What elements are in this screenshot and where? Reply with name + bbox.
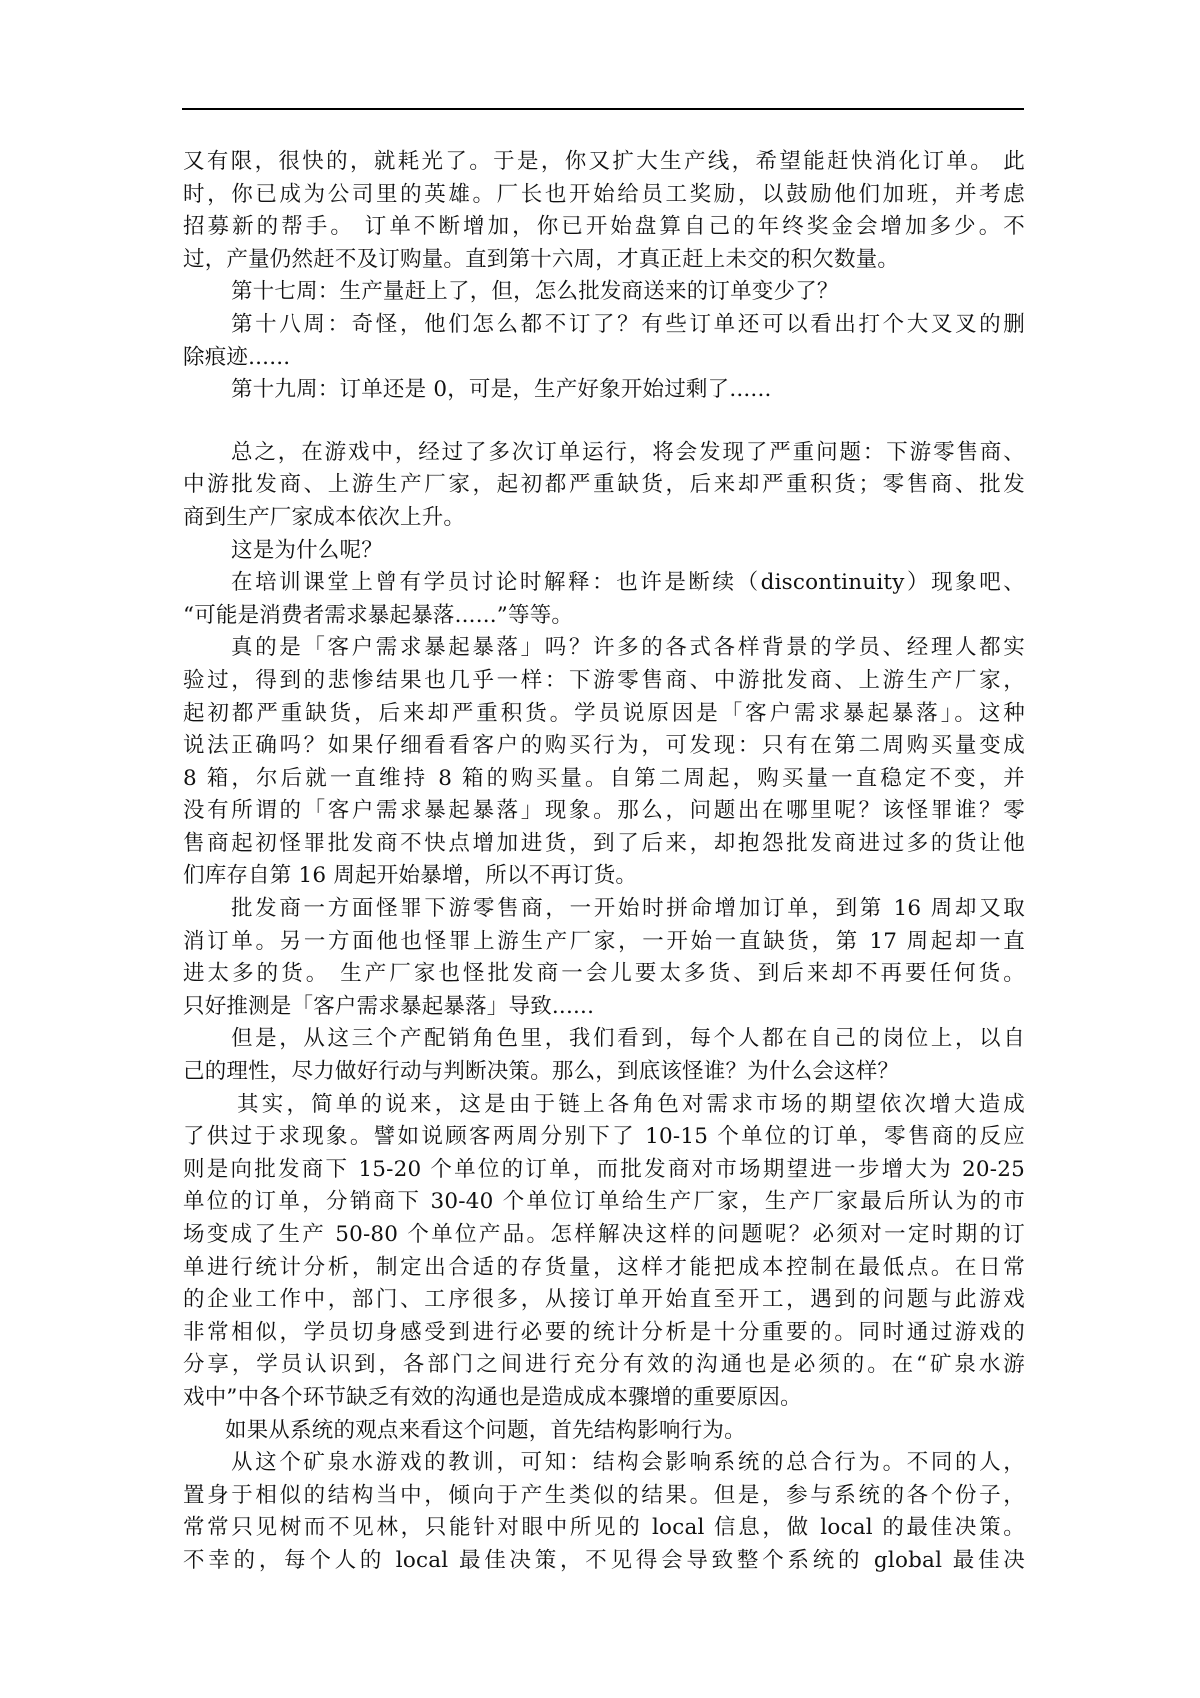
text-line: 非常相似，学员切身感受到进行必要的统计分析是十分重要的。同时通过游戏的 (183, 1319, 1025, 1345)
text-line: 起初都严重缺货，后来却严重积货。学员说原因是「客户需求暴起暴落」。这种 (183, 700, 1025, 726)
text-line: 又有限，很快的，就耗光了。于是，你又扩大生产线，希望能赶快消化订单。 此 (183, 149, 1025, 174)
text-line: 们库存自第 16 周起开始暴增，所以不再订货。 (183, 863, 638, 889)
text-line: “可能是消费者需求暴起暴落......”等等。 (183, 602, 574, 628)
text-line: 如果从系统的观点来看这个问题，首先结构影响行为。 (225, 1417, 746, 1443)
text-line: 在培训课堂上曾有学员讨论时解释：也许是断续（discontinuity）现象吧、 (231, 570, 1025, 596)
text-line: 过，产量仍然赶不及订购量。直到第十六周，才真正赶上未交的积欠数量。 (183, 246, 900, 272)
text-line: 但是，从这三个产配销角色里，我们看到，每个人都在自己的岗位上，以自 (231, 1026, 1025, 1052)
text-line: 除痕迹...... (183, 344, 291, 370)
text-line: 批发商一方面怪罪下游零售商，一开始时拼命增加订单，到第 16 周却又取 (231, 896, 1025, 922)
text-line: 说法正确吗？如果仔细看看客户的购买行为，可发现：只有在第二周购买量变成 (183, 733, 1025, 759)
text-line: 真的是「客户需求暴起暴落」吗？许多的各式各样背景的学员、经理人都实 (231, 635, 1025, 661)
text-line: 招募新的帮手。 订单不断增加，你已开始盘算自己的年终奖金会增加多少。不 (183, 214, 1025, 240)
text-line: 只好推测是「客户需求暴起暴落」导致...... (183, 993, 595, 1019)
text-line: 消订单。另一方面他也怪罪上游生产厂家，一开始一直缺货，第 17 周起却一直 (183, 928, 1025, 954)
text-line: 中游批发商、上游生产厂家，起初都严重缺货，后来却严重积货；零售商、批发 (183, 472, 1025, 498)
text-line: 其实，简单的说来，这是由于链上各角色对需求市场的期望依次增大造成 (237, 1091, 1025, 1117)
text-line: 进太多的货。 生产厂家也怪批发商一会儿要太多货、到后来却不再要任何货。 (183, 961, 1025, 987)
text-line: 不幸的，每个人的 local 最佳决策，不见得会导致整个系统的 global 最佳决 (183, 1547, 1025, 1573)
text-line: 售商起初怪罪批发商不快点增加进货，到了后来，却抱怨批发商进过多的货让他 (183, 830, 1025, 856)
text-line: 单进行统计分析，制定出合适的存货量，这样才能把成本控制在最低点。在日常 (183, 1254, 1025, 1280)
text-line: 商到生产厂家成本依次上升。 (183, 504, 466, 530)
text-line: 总之，在游戏中，经过了多次订单运行，将会发现了严重问题：下游零售商、 (231, 439, 1025, 465)
document-body (183, 146, 1025, 1578)
text-line: 这是为什么呢？ (231, 537, 383, 563)
text-line: 场变成了生产 50-80 个单位产品。怎样解决这样的问题呢？必须对一定时期的订 (183, 1222, 1025, 1247)
text-line: 常常只见树而不见林，只能针对眼中所见的 local 信息，做 local 的最佳决策。 (183, 1515, 1025, 1541)
text-line: 的企业工作中，部门、工序很多，从接订单开始直至开工，遇到的问题与此游戏 (183, 1287, 1025, 1313)
text-line: 则是向批发商下 15-20 个单位的订单，而批发商对市场期望进一步增大为 20-25 (183, 1156, 1025, 1182)
text-line: 从这个矿泉水游戏的教训，可知：结构会影响系统的总合行为。不同的人， (231, 1450, 1025, 1476)
text-line: 己的理性，尽力做好行动与判断决策。那么，到底该怪谁？为什么会这样？ (183, 1059, 900, 1085)
text-line: 验过，得到的悲惨结果也几乎一样：下游零售商、中游批发商、上游生产厂家， (183, 667, 1025, 693)
text-line: 没有所谓的「客户需求暴起暴落」现象。那么，问题出在哪里呢？该怪罪谁？零 (183, 798, 1025, 824)
text-line: 第十九周：订单还是 0，可是，生产好象开始过剩了...... (231, 377, 772, 403)
text-line: 置身于相似的结构当中，倾向于产生类似的结果。但是，参与系统的各个份子， (183, 1482, 1025, 1508)
text-line: 分享，学员认识到，各部门之间进行充分有效的沟通也是必须的。在“矿泉水游 (183, 1352, 1025, 1378)
text-line: 时，你已成为公司里的英雄。厂长也开始给员工奖励，以鼓励他们加班，并考虑 (183, 181, 1025, 207)
paragraph-gap (183, 407, 1025, 437)
text-line: 戏中”中各个环节缺乏有效的沟通也是造成成本骤增的重要原因。 (183, 1384, 802, 1410)
text-line: 8 箱，尔后就一直维持 8 箱的购买量。自第二周起，购买量一直稳定不变，并 (183, 765, 1025, 791)
text-line: 第十七周：生产量赶上了，但，怎么批发商送来的订单变少了？ (231, 279, 839, 305)
text-line: 第十八周：奇怪，他们怎么都不订了？有些订单还可以看出打个大叉叉的删 (231, 311, 1025, 337)
text-line: 了供过于求现象。譬如说顾客两周分别下了 10-15 个单位的订单，零售商的反应 (183, 1124, 1025, 1150)
header-rule (182, 108, 1024, 110)
text-line: 单位的订单，分销商下 30-40 个单位订单给生产厂家，生产厂家最后所认为的市 (183, 1189, 1025, 1215)
